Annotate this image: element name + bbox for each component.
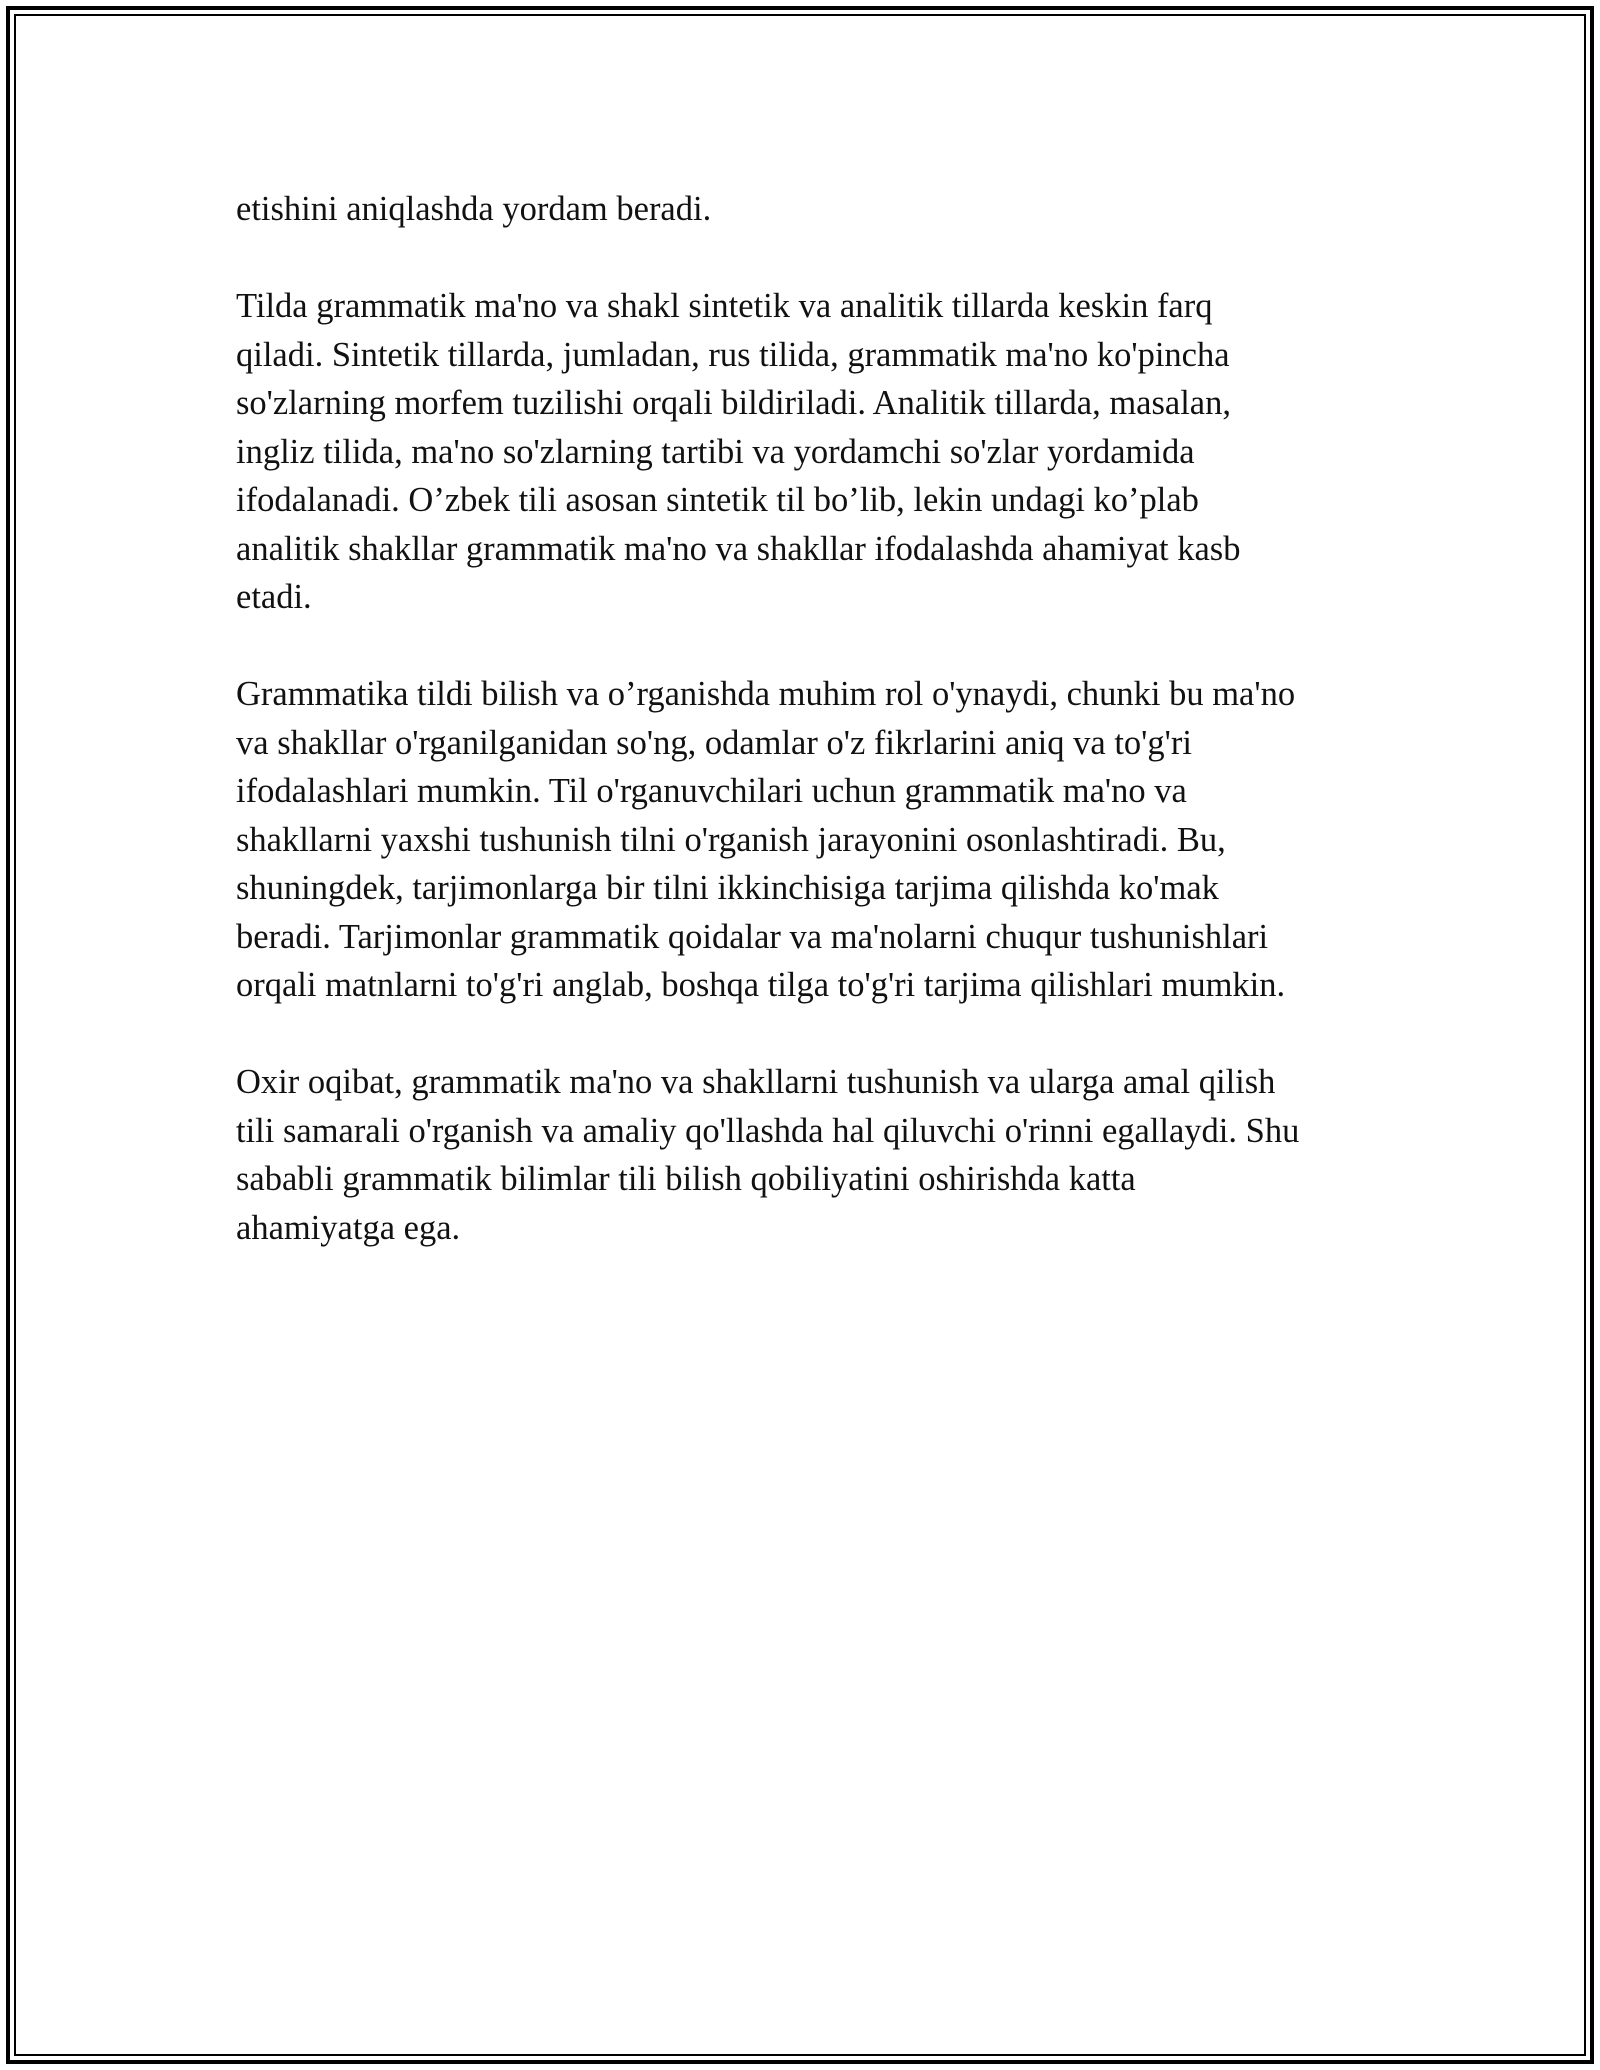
text-line: ahamiyatga ega. bbox=[236, 1208, 461, 1247]
document-body bbox=[236, 185, 1376, 1301]
text-line: ingliz tilida, ma'no so'zlarning tartibi va yordamchi so'zlar yordamida bbox=[236, 432, 1195, 471]
paragraph-4 bbox=[236, 1058, 1376, 1252]
paragraph-2 bbox=[236, 282, 1376, 622]
text-line: ifodalashlari mumkin. Til o'rganuvchilari uchun grammatik ma'no va bbox=[236, 772, 1187, 810]
text-line: sababli grammatik bilimlar tili bilish qobiliyatini oshirishda katta bbox=[236, 1160, 1136, 1198]
text-line: so'zlarning morfem tuzilishi orqali bildiriladi. Analitik tillarda, masalan, bbox=[236, 384, 1231, 422]
text-line: analitik shakllar grammatik ma'no va shakllar ifodalashda ahamiyat kasb bbox=[236, 529, 1241, 568]
text-line: ifodalanadi. O’zbek tili asosan sintetik til bo’lib, lekin undagi ko’plab bbox=[236, 481, 1199, 519]
paragraph-3 bbox=[236, 670, 1376, 1010]
paragraph-1 bbox=[236, 185, 1376, 234]
text-line: etadi. bbox=[236, 578, 312, 616]
text-line: shuningdek, tarjimonlarga bir tilni ikkinchisiga tarjima qilishda ko'mak bbox=[236, 869, 1219, 907]
text-line: tili samarali o'rganish va amaliy qo'llashda hal qiluvchi o'rinni egallaydi. Shu bbox=[236, 1111, 1300, 1150]
text-line: etishini aniqlashda yordam beradi. bbox=[236, 190, 712, 228]
text-line: qiladi. Sintetik tillarda, jumladan, rus tilida, grammatik ma'no ko'pincha bbox=[236, 335, 1230, 374]
text-line: shakllarni yaxshi tushunish tilni o'rganish jarayonini osonlashtiradi. Bu, bbox=[236, 820, 1226, 859]
text-line: Grammatika tildi bilish va o’rganishda muhim rol o'ynaydi, chunki bu ma'no bbox=[236, 675, 1296, 713]
text-line: va shakllar o'rganilganidan so'ng, odamlar o'z fikrlarini aniq va to'g'ri bbox=[236, 723, 1192, 762]
text-line: orqali matnlarni to'g'ri anglab, boshqa tilga to'g'ri tarjima qilishlari mumkin. bbox=[236, 966, 1286, 1004]
text-line: beradi. Tarjimonlar grammatik qoidalar va ma'nolarni chuqur tushunishlari bbox=[236, 917, 1269, 956]
text-line: Oxir oqibat, grammatik ma'no va shakllarni tushunish va ularga amal qilish bbox=[236, 1063, 1276, 1101]
text-line: Tilda grammatik ma'no va shakl sintetik va analitik tillarda keskin farq bbox=[236, 287, 1213, 325]
